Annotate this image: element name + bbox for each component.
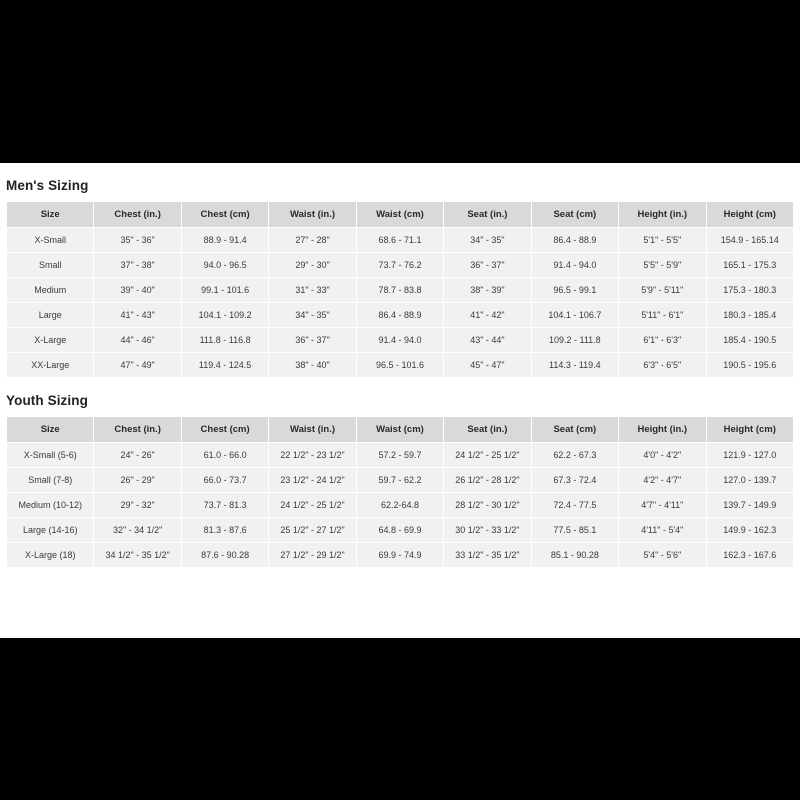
cell-height-in: 6'1" - 6'3" [619, 328, 706, 353]
cell-waist-in: 36" - 37" [269, 328, 356, 353]
column-header-size: Size [7, 417, 94, 443]
column-header-waist-cm: Waist (cm) [356, 417, 443, 443]
youth-table-body [7, 443, 794, 568]
cell-waist-in: 31" - 33" [269, 278, 356, 303]
column-header-waist-in: Waist (in.) [269, 202, 356, 228]
cell-seat-in: 45" - 47" [444, 353, 531, 378]
cell-chest-in: 41" - 43" [94, 303, 181, 328]
cell-waist-cm: 59.7 - 62.2 [356, 468, 443, 493]
table-row [7, 253, 794, 278]
cell-chest-in: 34 1/2" - 35 1/2" [94, 543, 181, 568]
table-header-row [7, 202, 794, 228]
cell-height-cm: 154.9 - 165.14 [706, 228, 794, 253]
cell-size: XX-Large [7, 353, 94, 378]
table-row [7, 468, 794, 493]
cell-chest-cm: 88.9 - 91.4 [181, 228, 268, 253]
column-header-height-cm: Height (cm) [706, 417, 794, 443]
page-title-youth: Youth Sizing [6, 393, 88, 408]
cell-height-in: 4'2" - 4'7" [619, 468, 706, 493]
cell-waist-in: 23 1/2" - 24 1/2" [269, 468, 356, 493]
cell-waist-in: 27 1/2" - 29 1/2" [269, 543, 356, 568]
cell-height-cm: 165.1 - 175.3 [706, 253, 794, 278]
cell-height-in: 5'4" - 5'6" [619, 543, 706, 568]
sizing-chart-container [0, 163, 800, 568]
cell-chest-in: 24" - 26" [94, 443, 181, 468]
cell-chest-cm: 66.0 - 73.7 [181, 468, 268, 493]
cell-height-in: 5'11" - 6'1" [619, 303, 706, 328]
cell-waist-cm: 57.2 - 59.7 [356, 443, 443, 468]
cell-waist-in: 25 1/2" - 27 1/2" [269, 518, 356, 543]
cell-size: Medium (10-12) [7, 493, 94, 518]
cell-waist-cm: 62.2-64.8 [356, 493, 443, 518]
cell-height-cm: 139.7 - 149.9 [706, 493, 794, 518]
cell-waist-in: 27" - 28" [269, 228, 356, 253]
cell-waist-cm: 86.4 - 88.9 [356, 303, 443, 328]
mens-table-head [7, 202, 794, 228]
column-header-size: Size [7, 202, 94, 228]
cell-seat-cm: 91.4 - 94.0 [531, 253, 618, 278]
cell-chest-cm: 119.4 - 124.5 [181, 353, 268, 378]
cell-waist-cm: 64.8 - 69.9 [356, 518, 443, 543]
cell-size: X-Small (5-6) [7, 443, 94, 468]
cell-waist-cm: 69.9 - 74.9 [356, 543, 443, 568]
table-row [7, 303, 794, 328]
cell-size: X-Small [7, 228, 94, 253]
cell-waist-in: 29" - 30" [269, 253, 356, 278]
cell-height-cm: 175.3 - 180.3 [706, 278, 794, 303]
cell-chest-in: 39" - 40" [94, 278, 181, 303]
cell-chest-in: 26" - 29" [94, 468, 181, 493]
cell-size: Large [7, 303, 94, 328]
cell-waist-in: 24 1/2" - 25 1/2" [269, 493, 356, 518]
cell-seat-cm: 77.5 - 85.1 [531, 518, 618, 543]
cell-seat-cm: 67.3 - 72.4 [531, 468, 618, 493]
table-row [7, 543, 794, 568]
cell-seat-cm: 104.1 - 106.7 [531, 303, 618, 328]
cell-size: X-Large (18) [7, 543, 94, 568]
cell-chest-cm: 73.7 - 81.3 [181, 493, 268, 518]
cell-seat-in: 38" - 39" [444, 278, 531, 303]
cell-chest-in: 29" - 32" [94, 493, 181, 518]
cell-seat-in: 36" - 37" [444, 253, 531, 278]
cell-chest-cm: 94.0 - 96.5 [181, 253, 268, 278]
cell-size: X-Large [7, 328, 94, 353]
cell-chest-cm: 111.8 - 116.8 [181, 328, 268, 353]
column-header-seat-in: Seat (in.) [444, 417, 531, 443]
column-header-waist-cm: Waist (cm) [356, 202, 443, 228]
cell-chest-in: 35" - 36" [94, 228, 181, 253]
table-header-row [7, 417, 794, 443]
column-header-chest-cm: Chest (cm) [181, 417, 268, 443]
cell-chest-in: 37" - 38" [94, 253, 181, 278]
cell-height-cm: 121.9 - 127.0 [706, 443, 794, 468]
column-header-chest-in: Chest (in.) [94, 417, 181, 443]
cell-seat-in: 28 1/2" - 30 1/2" [444, 493, 531, 518]
cell-seat-in: 26 1/2" - 28 1/2" [444, 468, 531, 493]
column-header-seat-cm: Seat (cm) [531, 202, 618, 228]
cell-waist-cm: 68.6 - 71.1 [356, 228, 443, 253]
table-row [7, 353, 794, 378]
cell-height-cm: 162.3 - 167.6 [706, 543, 794, 568]
cell-height-cm: 190.5 - 195.6 [706, 353, 794, 378]
youth-table-head [7, 417, 794, 443]
cell-seat-in: 24 1/2" - 25 1/2" [444, 443, 531, 468]
table-row [7, 228, 794, 253]
cell-seat-in: 43" - 44" [444, 328, 531, 353]
cell-height-cm: 185.4 - 190.5 [706, 328, 794, 353]
cell-chest-in: 47" - 49" [94, 353, 181, 378]
table-row [7, 278, 794, 303]
cell-seat-in: 41" - 42" [444, 303, 531, 328]
cell-size: Large (14-16) [7, 518, 94, 543]
cell-waist-cm: 96.5 - 101.6 [356, 353, 443, 378]
cell-chest-cm: 99.1 - 101.6 [181, 278, 268, 303]
cell-chest-in: 32" - 34 1/2" [94, 518, 181, 543]
column-header-waist-in: Waist (in.) [269, 417, 356, 443]
cell-height-in: 5'9" - 5'11" [619, 278, 706, 303]
cell-height-in: 4'7" - 4'11" [619, 493, 706, 518]
cell-waist-in: 22 1/2" - 23 1/2" [269, 443, 356, 468]
youth-sizing-table [6, 416, 794, 568]
cell-seat-cm: 86.4 - 88.9 [531, 228, 618, 253]
cell-height-cm: 180.3 - 185.4 [706, 303, 794, 328]
cell-seat-cm: 96.5 - 99.1 [531, 278, 618, 303]
cell-height-in: 4'11" - 5'4" [619, 518, 706, 543]
table-row [7, 493, 794, 518]
table-row [7, 328, 794, 353]
cell-height-cm: 149.9 - 162.3 [706, 518, 794, 543]
cell-waist-in: 38" - 40" [269, 353, 356, 378]
cell-seat-cm: 114.3 - 119.4 [531, 353, 618, 378]
cell-chest-cm: 87.6 - 90.28 [181, 543, 268, 568]
cell-seat-cm: 72.4 - 77.5 [531, 493, 618, 518]
mens-table-body [7, 228, 794, 378]
cell-height-cm: 127.0 - 139.7 [706, 468, 794, 493]
cell-size: Small (7-8) [7, 468, 94, 493]
column-header-chest-in: Chest (in.) [94, 202, 181, 228]
cell-seat-in: 33 1/2" - 35 1/2" [444, 543, 531, 568]
table-row [7, 518, 794, 543]
column-header-seat-cm: Seat (cm) [531, 417, 618, 443]
cell-height-in: 5'5" - 5'9" [619, 253, 706, 278]
cell-height-in: 5'1" - 5'5" [619, 228, 706, 253]
page-title-mens: Men's Sizing [6, 178, 89, 193]
cell-waist-cm: 78.7 - 83.8 [356, 278, 443, 303]
cell-size: Small [7, 253, 94, 278]
cell-size: Medium [7, 278, 94, 303]
cell-chest-cm: 104.1 - 109.2 [181, 303, 268, 328]
cell-seat-in: 34" - 35" [444, 228, 531, 253]
column-header-chest-cm: Chest (cm) [181, 202, 268, 228]
cell-chest-cm: 81.3 - 87.6 [181, 518, 268, 543]
column-header-height-cm: Height (cm) [706, 202, 794, 228]
cell-waist-cm: 91.4 - 94.0 [356, 328, 443, 353]
mens-sizing-table [6, 201, 794, 378]
cell-chest-cm: 61.0 - 66.0 [181, 443, 268, 468]
cell-height-in: 6'3" - 6'5" [619, 353, 706, 378]
cell-waist-in: 34" - 35" [269, 303, 356, 328]
cell-seat-cm: 62.2 - 67.3 [531, 443, 618, 468]
column-header-height-in: Height (in.) [619, 417, 706, 443]
cell-height-in: 4'0" - 4'2" [619, 443, 706, 468]
cell-seat-cm: 85.1 - 90.28 [531, 543, 618, 568]
column-header-seat-in: Seat (in.) [444, 202, 531, 228]
cell-chest-in: 44" - 46" [94, 328, 181, 353]
column-header-height-in: Height (in.) [619, 202, 706, 228]
table-row [7, 443, 794, 468]
cell-seat-in: 30 1/2" - 33 1/2" [444, 518, 531, 543]
cell-waist-cm: 73.7 - 76.2 [356, 253, 443, 278]
cell-seat-cm: 109.2 - 111.8 [531, 328, 618, 353]
